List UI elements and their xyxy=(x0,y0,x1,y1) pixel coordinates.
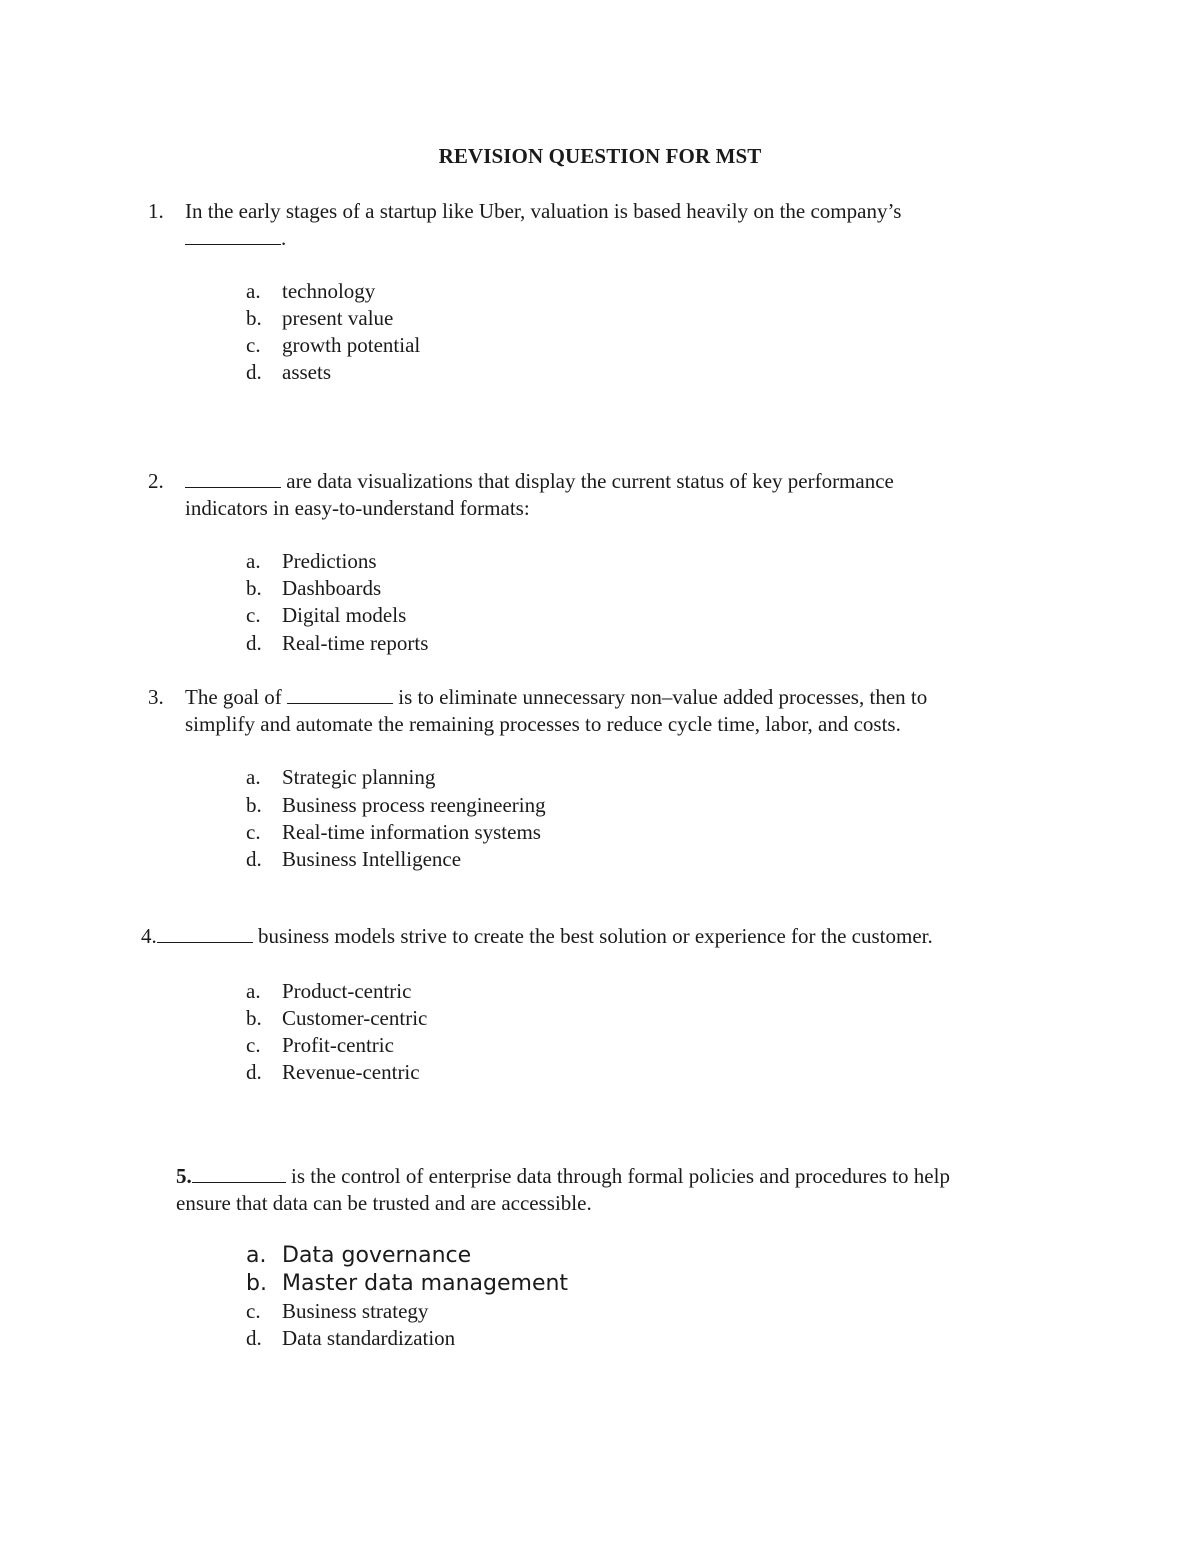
question-number: 2. xyxy=(148,469,164,493)
question-number: 3. xyxy=(148,685,164,709)
option-text: Dashboards xyxy=(282,576,382,600)
question-text: In the early stages of a startup like Uber, valuation is based heavily on the company’s xyxy=(185,199,902,223)
question-number: 4. xyxy=(141,924,157,948)
option-text: Product-centric xyxy=(282,979,412,1003)
question-text xyxy=(185,687,927,708)
question-text xyxy=(185,471,894,492)
option-text: Strategic planning xyxy=(282,765,436,789)
question-text-line2: indicators in easy-to-understand formats: xyxy=(185,496,530,520)
option-letter: a. xyxy=(246,1243,267,1268)
option-letter: c. xyxy=(246,1033,261,1057)
option-letter: c. xyxy=(246,603,261,627)
option-letter: b. xyxy=(246,1006,262,1030)
answer-blank xyxy=(287,687,393,704)
answer-blank xyxy=(185,228,281,245)
question-text-part: is the control of enterprise data through formal policies and procedures to help xyxy=(285,1164,950,1188)
answer-blank xyxy=(192,1166,286,1183)
option-text: Revenue-centric xyxy=(282,1060,420,1084)
question-text-line2: ensure that data can be trusted and are accessible. xyxy=(176,1191,592,1215)
question-text xyxy=(176,1166,950,1187)
answer-blank xyxy=(157,926,253,943)
option-letter: d. xyxy=(246,847,262,871)
option-text: growth potential xyxy=(282,333,421,357)
option-text: Master data management xyxy=(282,1271,569,1296)
question-text-line2 xyxy=(185,228,286,249)
option-text: technology xyxy=(282,279,376,303)
option-letter: a. xyxy=(246,549,261,573)
option-letter: a. xyxy=(246,979,261,1003)
option-letter: c. xyxy=(246,820,261,844)
option-letter: d. xyxy=(246,1326,262,1350)
question-text-part: are data visualizations that display the current status of key performance xyxy=(281,469,894,493)
question-text-line2: simplify and automate the remaining processes to reduce cycle time, labor, and costs. xyxy=(185,712,901,736)
option-text: Profit-centric xyxy=(282,1033,394,1057)
option-text: Data standardization xyxy=(282,1326,456,1350)
punctuation: . xyxy=(281,226,287,250)
question-text-part: The goal of xyxy=(185,685,288,709)
option-text: Data governance xyxy=(282,1243,472,1268)
option-letter: b. xyxy=(246,793,262,817)
option-letter: a. xyxy=(246,279,261,303)
question-number: 1. xyxy=(148,199,164,223)
option-text: Predictions xyxy=(282,549,377,573)
option-letter: c. xyxy=(246,1299,261,1323)
option-text: Real-time information systems xyxy=(282,820,541,844)
option-letter: b. xyxy=(246,306,262,330)
question-text-part: business models strive to create the best solution or experience for the customer. xyxy=(252,924,933,948)
answer-blank xyxy=(185,471,281,488)
option-text: Business process reengineering xyxy=(282,793,546,817)
option-letter: d. xyxy=(246,631,262,655)
option-text: Business strategy xyxy=(282,1299,429,1323)
question-text xyxy=(141,926,933,947)
question-number: 5. xyxy=(176,1164,192,1188)
option-letter: c. xyxy=(246,333,261,357)
option-text: Real-time reports xyxy=(282,631,429,655)
option-letter: b. xyxy=(246,576,262,600)
option-letter: a. xyxy=(246,765,261,789)
option-letter: d. xyxy=(246,360,262,384)
option-letter: d. xyxy=(246,1060,262,1084)
option-text: Business Intelligence xyxy=(282,847,462,871)
option-text: assets xyxy=(282,360,331,384)
option-text: Digital models xyxy=(282,603,407,627)
option-letter: b. xyxy=(246,1271,267,1296)
page-title: REVISION QUESTION FOR MST xyxy=(438,144,762,168)
option-text: Customer-centric xyxy=(282,1006,428,1030)
option-text: present value xyxy=(282,306,394,330)
question-text-part: is to eliminate unnecessary non–value added processes, then to xyxy=(393,685,928,709)
